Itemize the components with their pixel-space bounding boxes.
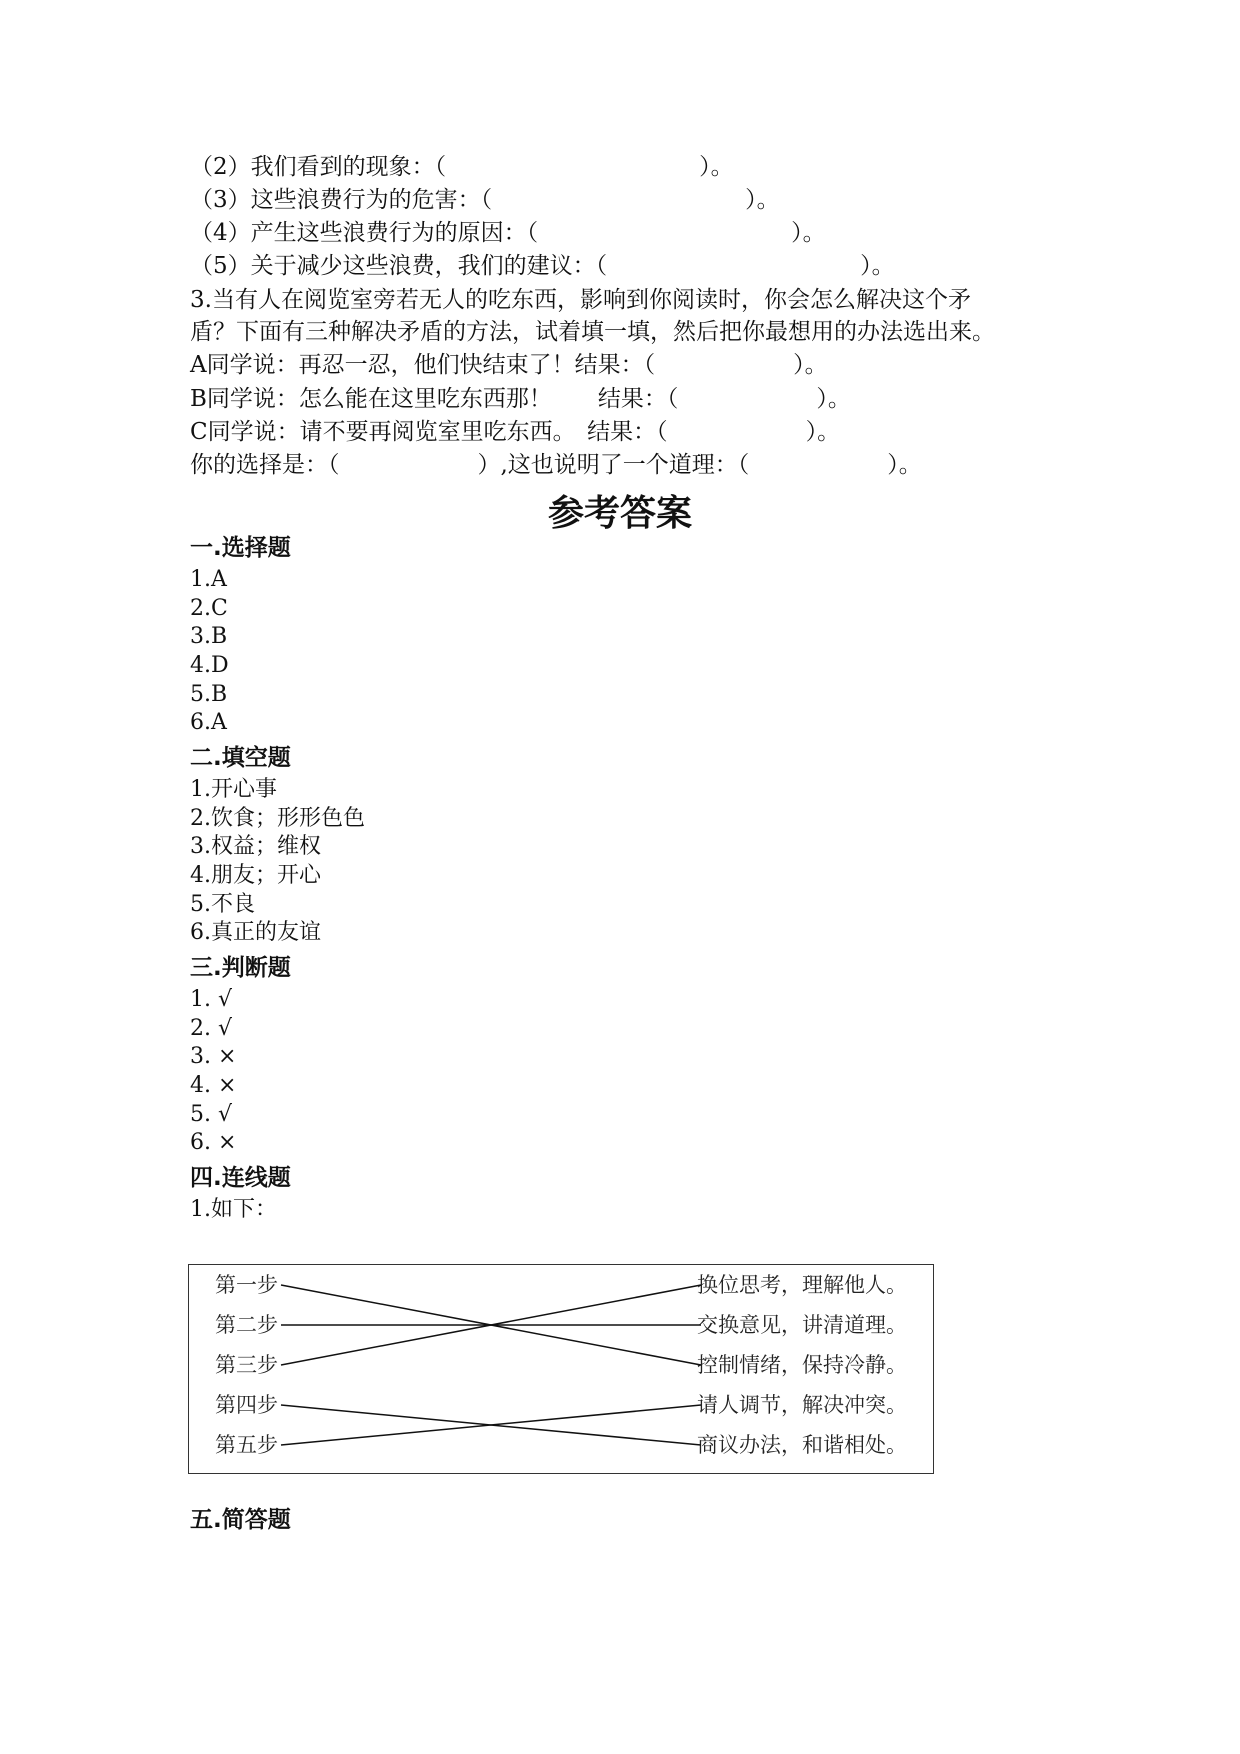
match-right-item: 商议办法，和谐相处。 — [697, 1433, 907, 1457]
section-heading-choice: 一.选择题 — [190, 535, 291, 561]
question-line: 盾？下面有三种解决矛盾的方法，试着填一填，然后把你最想用的办法选出来。 — [190, 319, 995, 345]
section-heading-short-answer: 五.简答题 — [190, 1507, 291, 1533]
match-right-item: 控制情绪，保持冷静。 — [697, 1353, 907, 1377]
answer-item: 2.C — [190, 596, 228, 621]
answer-item: 6. × — [190, 1130, 237, 1155]
answer-item: 2.饮食；形形色色 — [190, 806, 365, 831]
answer-title: 参考答案 — [547, 493, 692, 534]
question-line: 3.当有人在阅览室旁若无人的吃东西，影响到你阅读时，你会怎么解决这个矛 — [190, 287, 971, 313]
answer-item: 3.权益；维权 — [190, 834, 321, 859]
question-line: B同学说：怎么能在这里吃东西那！ 结果：（ ）。 — [190, 386, 851, 412]
section-heading-judge: 三.判断题 — [190, 955, 291, 981]
matching-diagram — [188, 1264, 934, 1474]
answer-item: 4. × — [190, 1073, 237, 1098]
match-left-item: 第三步 — [215, 1353, 278, 1377]
answer-item: 1.如下： — [190, 1197, 277, 1222]
answer-item: 3. × — [190, 1044, 237, 1069]
match-right-item: 换位思考，理解他人。 — [697, 1273, 907, 1297]
question-line: （5）关于减少这些浪费，我们的建议：（ ）。 — [190, 253, 895, 279]
match-left-item: 第四步 — [215, 1393, 278, 1417]
question-line: （4）产生这些浪费行为的原因：（ ）。 — [190, 220, 826, 246]
question-line: （3）这些浪费行为的危害：（ ）。 — [190, 187, 780, 213]
match-right-item: 交换意见，讲清道理。 — [697, 1313, 907, 1337]
question-line: （2）我们看到的现象：（ ）。 — [190, 154, 734, 180]
section-heading-fill: 二.填空题 — [190, 745, 291, 771]
question-line: A同学说：再忍一忍，他们快结束了！结果：（ ）。 — [190, 352, 828, 378]
match-left-item: 第五步 — [215, 1433, 278, 1457]
answer-item: 3.B — [190, 624, 228, 649]
section-heading-matching: 四.连线题 — [190, 1165, 291, 1191]
answer-item: 1. √ — [190, 987, 233, 1012]
answer-item: 5. √ — [190, 1102, 233, 1127]
answer-item: 5.不良 — [190, 892, 255, 917]
answer-item: 1.A — [190, 567, 227, 592]
question-line: 你的选择是：（ ）,这也说明了一个道理：（ ）。 — [190, 452, 922, 478]
answer-item: 4.D — [190, 653, 229, 678]
match-right-item: 请人调节，解决冲突。 — [697, 1393, 907, 1417]
answer-item: 6.真正的友谊 — [190, 920, 321, 945]
matching-lines — [189, 1265, 933, 1473]
answer-item: 4.朋友；开心 — [190, 863, 321, 888]
answer-item: 5.B — [190, 682, 228, 707]
answer-item: 6.A — [190, 710, 227, 735]
match-left-item: 第二步 — [215, 1313, 278, 1337]
answer-item: 2. √ — [190, 1016, 233, 1041]
question-line: C同学说：请不要再阅览室里吃东西。 结果：（ ）。 — [190, 419, 841, 445]
match-left-item: 第一步 — [215, 1273, 278, 1297]
answer-item: 1.开心事 — [190, 777, 277, 802]
